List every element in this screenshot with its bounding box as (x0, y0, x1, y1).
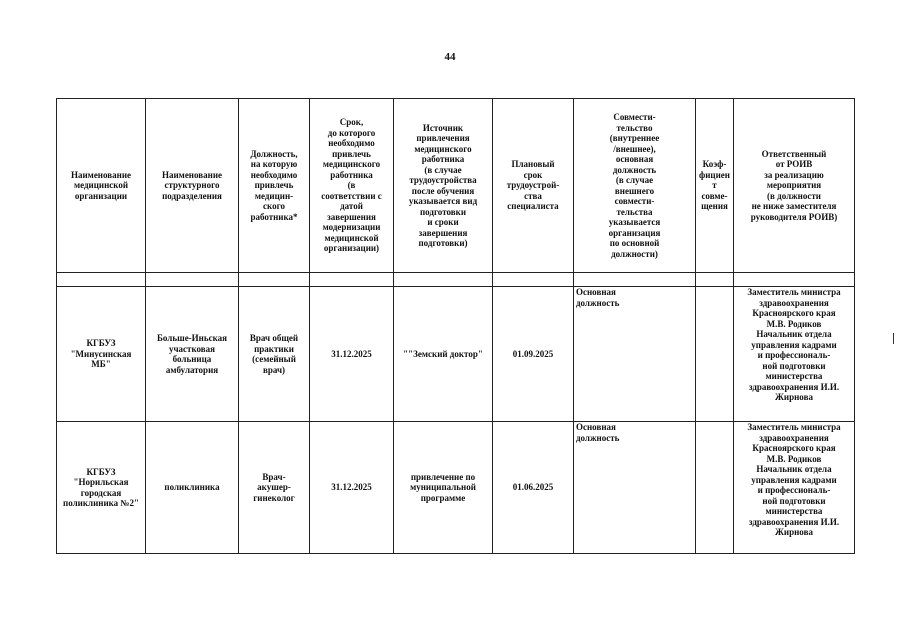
cell-text-line: подразделения (162, 190, 222, 201)
cell-text-line: совме- (701, 190, 728, 201)
cell-text-line: от РОИВ (775, 159, 813, 170)
cell-text-line: необходимо (250, 169, 298, 180)
cell-text-line: медицин- (254, 190, 294, 201)
cell-text-line: должность (576, 297, 620, 308)
cell-text-line: работника* (250, 211, 298, 222)
cell-text-line: должности) (611, 248, 658, 259)
cell-text-line: врач) (262, 364, 286, 375)
cell-text-line: Наименование (162, 169, 222, 180)
cell-text-line: организация (608, 227, 661, 238)
cell-text-line: М.В. Родиков (766, 318, 822, 329)
header-division (146, 99, 239, 273)
cell-position (239, 287, 310, 422)
cell-planned-date: 01.09.2025 (493, 287, 574, 422)
header-responsible (734, 99, 855, 273)
cell-text-line: Основная (576, 422, 616, 432)
cell-text-line: Красноярского края (752, 443, 836, 453)
cell-text-line: Срок, (339, 117, 364, 128)
cell-text-line: не ниже заместителя (751, 201, 837, 212)
cell-text-line: больница (172, 354, 212, 364)
cell-compatibility (574, 422, 696, 554)
cell-text-line: и профессиональ- (757, 350, 831, 360)
cell-text-line: управления кадрами (751, 474, 837, 485)
cell-text-line: основная (615, 154, 654, 164)
cell-source (394, 422, 493, 554)
cell-text-line: Должность, (250, 148, 298, 159)
cell-text-line: Источник (422, 122, 464, 133)
cell-text-line: ства (524, 190, 542, 201)
cell-deadline: 31.12.2025 (310, 287, 394, 422)
cell-text-line: и сроки (427, 217, 459, 227)
cell-planned-date: 01.06.2025 (493, 422, 574, 554)
cell-text-line: МБ" (91, 359, 111, 370)
cell-text-line: Ответственный (761, 148, 827, 159)
cell-text-line: трудоустройства (409, 175, 477, 185)
cell-text-line: работника (421, 154, 465, 164)
cell-text-line: здравоохранения (759, 297, 829, 308)
cell-text-line: тельства (616, 206, 653, 217)
header-deadline (310, 99, 394, 273)
cell-text-line: Коэф- (702, 159, 727, 170)
cell-text-line: КГБУЗ (86, 338, 116, 349)
cell-text-line: Заместитель министра (747, 422, 841, 432)
cell-text-line: структурного (164, 180, 220, 191)
staffing-table (56, 98, 855, 554)
cell-text-line: гинеколог (253, 492, 295, 503)
cell-text-line: амбулатория (165, 364, 219, 375)
cell-coefficient (696, 422, 734, 554)
cell-org (57, 422, 146, 554)
cell-text-line: и профессиональ- (757, 485, 831, 495)
header-planned-date (493, 99, 574, 273)
cell-text-line: подготовки (419, 206, 467, 217)
cell-text-line: ского (263, 201, 285, 212)
cell-text-line: специалиста (507, 201, 559, 212)
cell-org (57, 287, 146, 422)
cell-text-line: срок (523, 169, 543, 180)
cell-text-line: завершения (418, 227, 468, 238)
cell-text-line: (в должности (767, 190, 821, 201)
cell-text-line: министерства (765, 371, 823, 381)
cell-text-line: мероприятия (766, 180, 822, 191)
cell-text-line: городская (80, 487, 122, 498)
header-row (57, 99, 855, 273)
cell-text-line: поликлиника (164, 482, 220, 493)
cell-text-line: завершения (327, 211, 376, 222)
cell-text-line: щения (701, 201, 728, 212)
cell-text-line: соответствии с (321, 190, 382, 201)
margin-mark (893, 333, 894, 344)
header-position (239, 99, 310, 273)
cell-text-line: здравоохранения (759, 432, 829, 443)
cell-text-line: необходимо (328, 138, 375, 149)
cell-text-line: поликлиника №2" (63, 498, 139, 508)
cell-text-line: за реализацию (764, 169, 824, 180)
cell-text-line: привлечь (254, 180, 294, 191)
cell-responsible (734, 422, 855, 554)
cell-text-line: (в (347, 180, 356, 191)
cell-text-line: здравоохранения И.И. (748, 516, 840, 527)
cell-text-line: (в случае (615, 175, 654, 185)
table-row (57, 422, 855, 554)
cell-text-line: практики (254, 343, 294, 354)
cell-text-line: тельство (616, 122, 653, 133)
cell-text-line: Красноярского края (752, 308, 836, 318)
cell-text-line: привлечения (416, 133, 470, 143)
spacer-row (57, 273, 855, 287)
cell-text-line: Основная (576, 287, 616, 297)
cell-text-line: "Минусинская (70, 348, 132, 359)
cell-text-line: работника (330, 169, 373, 180)
cell-text-line: привлечение по (410, 471, 476, 482)
cell-text-line: трудоустрой- (506, 180, 560, 191)
cell-text-line: Врач общей (249, 333, 299, 343)
cell-text-line: Жирнова (775, 392, 813, 402)
cell-text-line: М.В. Родиков (766, 453, 822, 464)
cell-text-line: "Норильская (73, 477, 129, 487)
cell-text-line: руководителя РОИВ) (750, 211, 838, 222)
cell-text-line: управления кадрами (751, 339, 837, 350)
cell-text-line: Начальник отдела (756, 464, 832, 474)
cell-division (146, 422, 239, 554)
cell-text-line: медицинского (322, 159, 381, 170)
cell-text-line: совмести- (614, 196, 655, 206)
cell-text-line: после обучения (411, 185, 475, 196)
cell-text-line: Плановый (511, 159, 555, 170)
cell-text-line: медицинской (324, 232, 379, 243)
cell-text-line: датой (340, 201, 363, 212)
cell-text-line: по основной (609, 238, 660, 248)
cell-text-line: фициент (699, 169, 730, 191)
cell-text-line: Начальник отдела (756, 329, 832, 339)
header-compatibility (574, 99, 696, 273)
cell-text-line: должность (612, 164, 657, 175)
cell-text-line: участковая (168, 343, 216, 354)
cell-division (146, 287, 239, 422)
cell-text-line: муниципальной (410, 482, 476, 493)
cell-compatibility (574, 287, 696, 422)
cell-text-line: ной подготовки (762, 495, 826, 506)
cell-text-line: программе (420, 492, 466, 503)
header-coefficient (696, 99, 734, 273)
cell-position (239, 422, 310, 554)
cell-text-line: ной подготовки (762, 360, 826, 371)
cell-text-line: модернизации (322, 222, 381, 233)
cell-responsible (734, 287, 855, 422)
cell-text-line: /внешнее), (613, 143, 656, 154)
cell-source (394, 287, 493, 422)
header-source (394, 99, 493, 273)
cell-text-line: указывается (608, 217, 661, 227)
cell-text-line: медицинского (414, 143, 472, 154)
cell-text-line: (в случае (424, 164, 462, 175)
header-org (57, 99, 146, 273)
cell-text-line: должность (576, 432, 620, 443)
cell-text-line: подготовки) (418, 238, 468, 248)
cell-text-line: привлечь (332, 148, 371, 159)
cell-text-line: на которую (250, 159, 298, 170)
cell-text-line: организации (74, 190, 128, 201)
cell-text-line: Врач- (262, 471, 286, 482)
cell-text-line: акушер- (257, 482, 291, 493)
cell-text-line: Наименование (71, 169, 131, 180)
cell-text-line: Совмести- (613, 112, 656, 122)
cell-text-line: ""Земский доктор" (403, 348, 483, 359)
cell-text-line: КГБУЗ (86, 466, 116, 477)
cell-deadline: 31.12.2025 (310, 422, 394, 554)
cell-text-line: внешнего (614, 185, 655, 196)
cell-text-line: до которого (327, 127, 376, 138)
cell-coefficient (696, 287, 734, 422)
cell-text-line: Больше-Иньская (156, 333, 228, 343)
cell-text-line: Заместитель министра (747, 287, 841, 297)
table-row (57, 287, 855, 422)
cell-text-line: медицинской (73, 180, 129, 191)
cell-text-line: (внутреннее (609, 133, 660, 143)
cell-text-line: (семейный (252, 354, 296, 364)
cell-text-line: министерства (765, 506, 823, 516)
cell-text-line: здравоохранения И.И. (748, 381, 840, 392)
cell-text-line: организации) (323, 243, 380, 254)
cell-text-line: указывается вид (408, 196, 478, 206)
page-number: 44 (444, 51, 456, 63)
cell-text-line: Жирнова (775, 527, 813, 537)
